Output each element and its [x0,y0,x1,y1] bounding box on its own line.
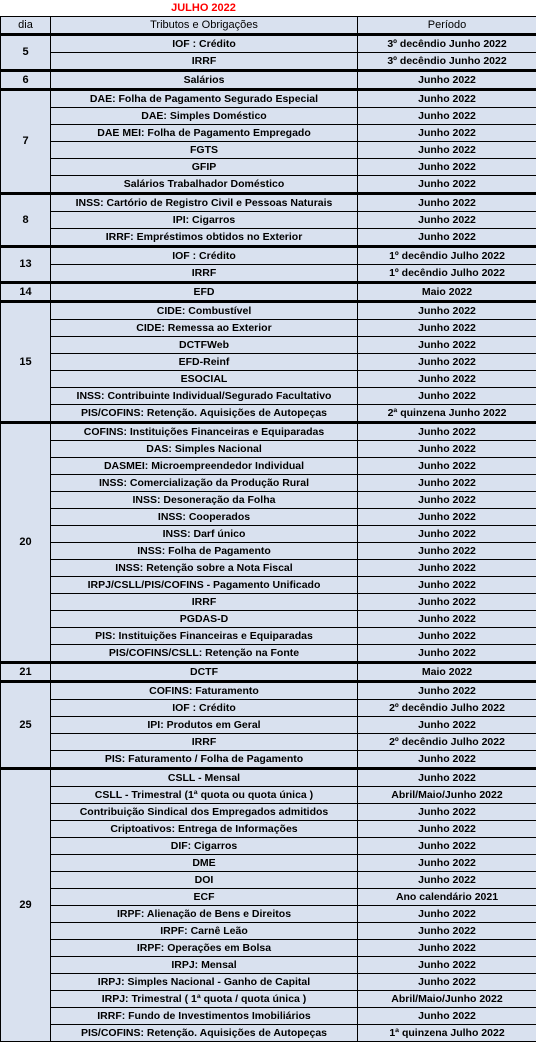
tributo-cell: FGTS [51,142,358,159]
tributo-cell: IRPF: Carnê Leão [51,923,358,940]
tributo-cell: IRPF: Operações em Bolsa [51,940,358,957]
periodo-cell: 3º decêndio Junho 2022 [358,35,536,53]
periodo-cell: Junho 2022 [358,212,536,229]
title-row [0,0,536,16]
periodo-cell: Junho 2022 [358,125,536,142]
table-row [1,53,536,71]
periodo-cell: Maio 2022 [358,283,536,302]
day-cell: 6 [1,71,51,90]
tributo-cell: DOI [51,872,358,889]
day-group [1,423,536,663]
periodo-cell: Junho 2022 [358,560,536,577]
periodo-cell: Junho 2022 [358,371,536,388]
day-cell: 29 [1,769,51,1042]
periodo-cell: Junho 2022 [358,769,536,787]
periodo-cell: Junho 2022 [358,872,536,889]
periodo-cell: Junho 2022 [358,441,536,458]
tributo-cell: IPI: Produtos em Geral [51,717,358,734]
day-group [1,769,536,1042]
tributo-cell: Salários [51,71,358,90]
periodo-cell: Junho 2022 [358,628,536,645]
periodo-cell: Ano calendário 2021 [358,889,536,906]
tributo-cell: IOF : Crédito [51,247,358,265]
periodo-cell: Junho 2022 [358,337,536,354]
day-group [1,682,536,769]
tributo-cell: COFINS: Faturamento [51,682,358,700]
tributo-cell: INSS: Comercialização da Produção Rural [51,475,358,492]
tributo-cell: DASMEI: Microempreendedor Individual [51,458,358,475]
periodo-cell: Junho 2022 [358,142,536,159]
table-row [1,475,536,492]
tributo-cell: PGDAS-D [51,611,358,628]
periodo-cell: Junho 2022 [358,974,536,991]
tributo-cell: INSS: Folha de Pagamento [51,543,358,560]
table-row [1,176,536,194]
tributo-cell: ECF [51,889,358,906]
tributo-cell: CSLL - Trimestral (1ª quota ou quota única ) [51,787,358,804]
periodo-cell: Junho 2022 [358,957,536,974]
periodo-cell: Junho 2022 [358,492,536,509]
table-row [1,354,536,371]
periodo-cell: Junho 2022 [358,645,536,663]
table-row [1,283,536,302]
tributo-cell: CSLL - Mensal [51,769,358,787]
periodo-cell: Junho 2022 [358,838,536,855]
header-tributos: Tributos e Obrigações [51,17,358,35]
day-cell: 20 [1,423,51,663]
table-row [1,940,536,957]
periodo-cell: 1ª quinzena Julho 2022 [358,1025,536,1042]
table-row [1,872,536,889]
header-row [1,17,536,35]
tributo-cell: DAE: Folha de Pagamento Segurado Especial [51,90,358,108]
periodo-cell: Junho 2022 [358,320,536,337]
tributo-cell: Salários Trabalhador Doméstico [51,176,358,194]
tributo-cell: Contribuição Sindical dos Empregados admitidos [51,804,358,821]
table-row [1,804,536,821]
tributo-cell: IRRF [51,53,358,71]
tributo-cell: INSS: Retenção sobre a Nota Fiscal [51,560,358,577]
table-row [1,526,536,543]
periodo-cell: Junho 2022 [358,302,536,320]
day-cell: 14 [1,283,51,302]
day-cell: 13 [1,247,51,283]
tributo-cell: IRRF [51,734,358,751]
periodo-cell: Junho 2022 [358,90,536,108]
periodo-cell: Junho 2022 [358,388,536,405]
table-row [1,787,536,804]
table-row [1,957,536,974]
tributo-cell: COFINS: Instituições Financeiras e Equiparadas [51,423,358,441]
table-header [1,17,536,35]
periodo-cell: Junho 2022 [358,855,536,872]
header-periodo: Período [358,17,536,35]
tributo-cell: GFIP [51,159,358,176]
tributo-cell: PIS/COFINS: Retenção. Aquisições de Autopeças [51,1025,358,1042]
table-row [1,1008,536,1025]
table-row [1,751,536,769]
periodo-cell: Junho 2022 [358,717,536,734]
periodo-cell: Junho 2022 [358,940,536,957]
tributo-cell: IRPJ: Mensal [51,957,358,974]
tributo-cell: IRPJ: Trimestral ( 1ª quota / quota única ) [51,991,358,1008]
table-row [1,543,536,560]
periodo-cell: Junho 2022 [358,354,536,371]
day-cell: 25 [1,682,51,769]
day-group [1,90,536,194]
periodo-cell: Abril/Maio/Junho 2022 [358,787,536,804]
tributo-cell: IRPJ/CSLL/PIS/COFINS - Pagamento Unificado [51,577,358,594]
tributo-cell: IRRF [51,594,358,611]
day-cell: 5 [1,35,51,71]
table-row [1,906,536,923]
obligations-table [0,16,536,1042]
tributo-cell: IOF : Crédito [51,35,358,53]
sheet-title: JULHO 2022 [50,0,357,16]
table-row [1,611,536,628]
tributo-cell: INSS: Darf único [51,526,358,543]
table-row [1,628,536,645]
periodo-cell: Junho 2022 [358,194,536,212]
table-row [1,337,536,354]
periodo-cell: Junho 2022 [358,176,536,194]
tributo-cell: IRRF: Empréstimos obtidos no Exterior [51,229,358,247]
day-group [1,283,536,302]
table-row [1,974,536,991]
periodo-cell: Abril/Maio/Junho 2022 [358,991,536,1008]
tributo-cell: DCTF [51,663,358,682]
table-row [1,159,536,176]
table-row [1,35,536,53]
periodo-cell: Junho 2022 [358,682,536,700]
table-row [1,142,536,159]
table-row [1,682,536,700]
table-row [1,1025,536,1042]
day-cell: 21 [1,663,51,682]
tributo-cell: CIDE: Combustível [51,302,358,320]
tributo-cell: IOF : Crédito [51,700,358,717]
header-dia: dia [1,17,51,35]
table-row [1,492,536,509]
periodo-cell: Junho 2022 [358,159,536,176]
table-row [1,838,536,855]
table-row [1,212,536,229]
tributo-cell: INSS: Cooperados [51,509,358,526]
periodo-cell: 1º decêndio Julho 2022 [358,265,536,283]
table-row [1,700,536,717]
table-row [1,388,536,405]
table-row [1,125,536,142]
table-row [1,108,536,125]
table-row [1,441,536,458]
tributo-cell: EFD [51,283,358,302]
table-row [1,769,536,787]
table-row [1,458,536,475]
tributo-cell: DAE MEI: Folha de Pagamento Empregado [51,125,358,142]
table-row [1,889,536,906]
table-row [1,560,536,577]
periodo-cell: 2º decêndio Julho 2022 [358,700,536,717]
tributo-cell: PIS/COFINS/CSLL: Retenção na Fonte [51,645,358,663]
tributo-cell: EFD-Reinf [51,354,358,371]
table-row [1,90,536,108]
day-cell: 7 [1,90,51,194]
tributo-cell: DAE: Simples Doméstico [51,108,358,125]
day-group [1,35,536,71]
table-row [1,423,536,441]
tributo-cell: DAS: Simples Nacional [51,441,358,458]
table-row [1,194,536,212]
periodo-cell: 2ª quinzena Junho 2022 [358,405,536,423]
periodo-cell: Junho 2022 [358,594,536,611]
table-row [1,371,536,388]
periodo-cell: Junho 2022 [358,906,536,923]
tributo-cell: INSS: Contribuinte Individual/Segurado Facultativo [51,388,358,405]
tributo-cell: IRPF: Alienação de Bens e Direitos [51,906,358,923]
tributo-cell: DCTFWeb [51,337,358,354]
periodo-cell: Maio 2022 [358,663,536,682]
periodo-cell: Junho 2022 [358,611,536,628]
periodo-cell: Junho 2022 [358,71,536,90]
tributo-cell: Criptoativos: Entrega de Informações [51,821,358,838]
periodo-cell: Junho 2022 [358,509,536,526]
day-cell: 15 [1,302,51,423]
periodo-cell: 2º decêndio Julho 2022 [358,734,536,751]
day-group [1,247,536,283]
table-row [1,302,536,320]
tributo-cell: IRPJ: Simples Nacional - Ganho de Capital [51,974,358,991]
table-row [1,320,536,337]
table-row [1,717,536,734]
table-row [1,923,536,940]
periodo-cell: Junho 2022 [358,923,536,940]
tributo-cell: CIDE: Remessa ao Exterior [51,320,358,337]
periodo-cell: Junho 2022 [358,458,536,475]
table-row [1,509,536,526]
tributo-cell: IPI: Cigarros [51,212,358,229]
tributo-cell: PIS/COFINS: Retenção. Aquisições de Autopeças [51,405,358,423]
periodo-cell: Junho 2022 [358,423,536,441]
day-cell: 8 [1,194,51,247]
tributo-cell: INSS: Desoneração da Folha [51,492,358,509]
day-group [1,194,536,247]
table-row [1,855,536,872]
tributo-cell: DIF: Cigarros [51,838,358,855]
tributo-cell: PIS: Faturamento / Folha de Pagamento [51,751,358,769]
periodo-cell: Junho 2022 [358,475,536,492]
periodo-cell: Junho 2022 [358,804,536,821]
tributo-cell: INSS: Cartório de Registro Civil e Pessoas Naturais [51,194,358,212]
table-row [1,594,536,611]
periodo-cell: Junho 2022 [358,751,536,769]
tributo-cell: DME [51,855,358,872]
table-row [1,663,536,682]
periodo-cell: Junho 2022 [358,1008,536,1025]
day-group [1,71,536,90]
table-row [1,577,536,594]
periodo-cell: Junho 2022 [358,543,536,560]
periodo-cell: Junho 2022 [358,821,536,838]
table-row [1,734,536,751]
day-group [1,663,536,682]
day-group [1,302,536,423]
table-row [1,405,536,423]
table-row [1,821,536,838]
table-row [1,247,536,265]
periodo-cell: Junho 2022 [358,108,536,125]
table-row [1,645,536,663]
table-row [1,229,536,247]
tributo-cell: IRRF: Fundo de Investimentos Imobiliários [51,1008,358,1025]
table-row [1,991,536,1008]
tributo-cell: PIS: Instituições Financeiras e Equiparadas [51,628,358,645]
tributo-cell: ESOCIAL [51,371,358,388]
table-row [1,71,536,90]
periodo-cell: Junho 2022 [358,229,536,247]
table-row [1,265,536,283]
periodo-cell: Junho 2022 [358,577,536,594]
periodo-cell: Junho 2022 [358,526,536,543]
periodo-cell: 1º decêndio Julho 2022 [358,247,536,265]
tributo-cell: IRRF [51,265,358,283]
periodo-cell: 3º decêndio Junho 2022 [358,53,536,71]
